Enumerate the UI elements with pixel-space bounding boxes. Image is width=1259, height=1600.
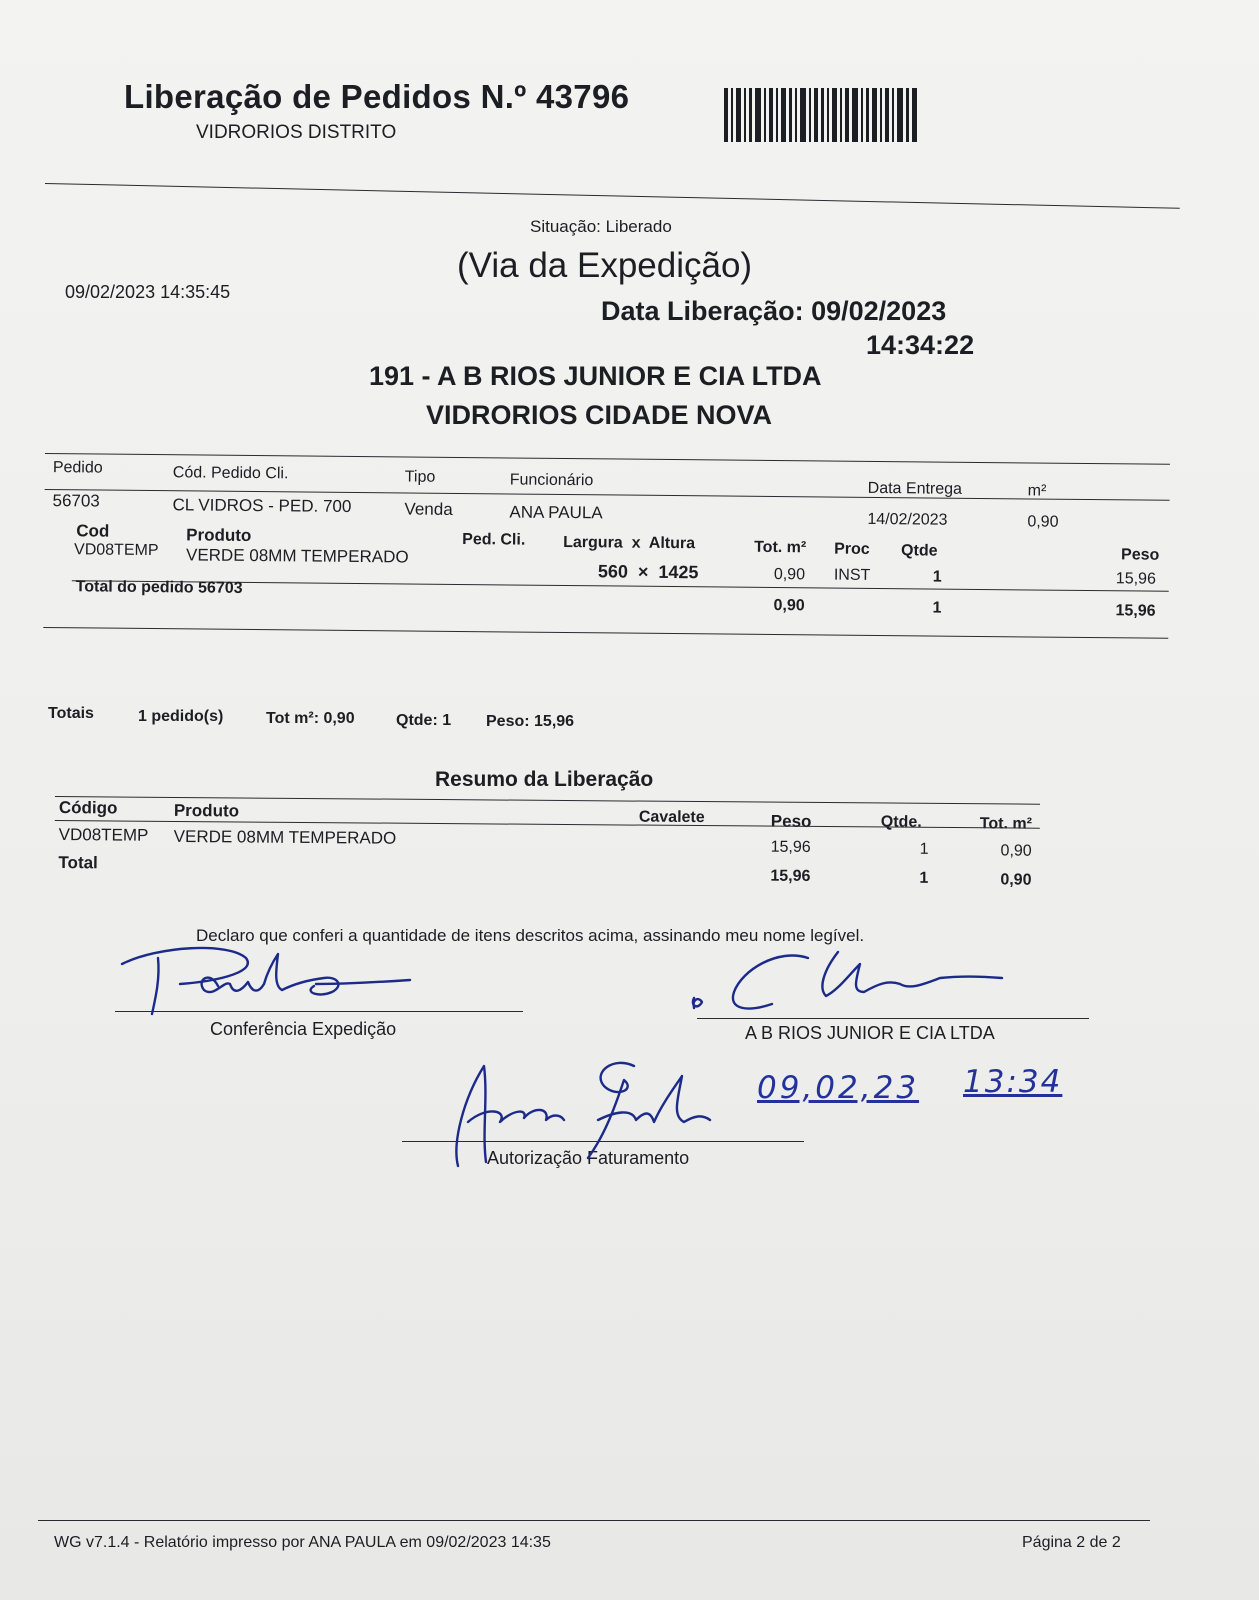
summary-total-peso: 15,96 [770, 867, 811, 885]
footer-print-info: WG v7.1.4 - Relatório impresso por ANA PAULA em 09/02/2023 14:35 [54, 1534, 551, 1551]
col-data-entrega: Data Entrega [867, 479, 963, 498]
summary-row-tot-m2: 0,90 [1000, 842, 1032, 860]
status-label: Situação: Liberado [530, 217, 672, 236]
order-m2: 0,90 [1027, 513, 1059, 531]
order-delivery-date: 14/02/2023 [867, 510, 948, 529]
item-tot-m2: 0,90 [773, 566, 806, 584]
col-tipo: Tipo [404, 468, 436, 486]
via-label: (Via da Expedição) [457, 246, 753, 285]
totals-m2: Tot m²: 0,90 [266, 710, 355, 727]
declaration-text: Declaro que conferi a quantidade de itens descritos acima, assinando meu nome legível. [196, 926, 865, 945]
footer-page-number: Página 2 de 2 [1022, 1534, 1121, 1551]
item-code: VD08TEMP [73, 541, 159, 560]
document-title: Liberação de Pedidos N.º 43796 [124, 78, 630, 115]
summary-total-tot-m2: 0,90 [1000, 871, 1032, 889]
summary-row-peso: 15,96 [770, 838, 811, 856]
barcode-icon [724, 88, 924, 142]
client-name: 191 - A B RIOS JUNIOR E CIA LTDA [369, 361, 822, 391]
item-peso: 15,96 [1115, 570, 1156, 588]
summary-table [54, 796, 1045, 904]
table-top-rule [45, 453, 1170, 465]
handwritten-time: 13:34 [963, 1064, 1063, 1100]
item-col-ped-cli: Ped. Cli. [462, 531, 526, 549]
totals-label: Totais [48, 705, 94, 722]
item-col-cod: Cod [76, 521, 110, 541]
summary-row-codigo: VD08TEMP [58, 825, 149, 845]
table-bottom-rule [43, 627, 1168, 639]
summary-total-label: Total [58, 853, 98, 873]
footer-rule [38, 1520, 1150, 1521]
item-col-produto: Produto [186, 525, 252, 545]
col-pedido: Pedido [52, 459, 103, 477]
signature-label-autorizacao: Autorização Faturamento [487, 1148, 690, 1168]
summary-col-qtde: Qtde. [880, 813, 922, 831]
release-label: Data Liberação: [601, 296, 804, 326]
order-total-qtde: 1 [932, 599, 942, 617]
item-col-proc: Proc [834, 540, 870, 558]
item-qtde: 1 [932, 568, 942, 586]
order-client-code: CL VIDROS - PED. 700 [172, 495, 352, 516]
summary-row-qtde: 1 [919, 840, 929, 858]
order-total-label: Total do pedido 56703 [75, 578, 243, 597]
item-col-tot-m2: Tot. m² [754, 538, 807, 557]
release-time: 14:34:22 [866, 330, 975, 360]
col-cod-pedido-cli: Cód. Pedido Cli. [172, 464, 289, 483]
order-number: 56703 [52, 491, 100, 511]
summary-col-peso: Peso [770, 811, 812, 831]
order-table [43, 453, 1175, 674]
item-col-qtde: Qtde [901, 542, 938, 560]
signature-ana-paula-image [438, 1058, 718, 1178]
item-product: VERDE 08MM TEMPERADO [185, 545, 409, 567]
client-branch: VIDRORIOS CIDADE NOVA [426, 400, 773, 430]
col-funcionario: Funcionário [509, 471, 594, 490]
signature-paula-image [118, 940, 418, 1020]
summary-total-qtde: 1 [919, 869, 929, 887]
release-date [601, 296, 946, 327]
col-m2: m² [1027, 482, 1047, 500]
totals-peso: Peso: 15,96 [486, 713, 575, 730]
summary-col-codigo: Código [58, 798, 118, 818]
totals-pedidos: 1 pedido(s) [138, 708, 224, 725]
item-proc: INST [833, 566, 871, 584]
summary-col-produto: Produto [173, 800, 240, 821]
summary-col-cavalete: Cavalete [638, 808, 705, 827]
company-name: VIDRORIOS DISTRITO [196, 122, 397, 143]
summary-col-tot-m2: Tot. m² [979, 815, 1033, 833]
release-date-value: 09/02/2023 [811, 296, 947, 326]
order-total-peso: 15,96 [1115, 602, 1156, 620]
summary-title: Resumo da Liberação [435, 768, 654, 791]
order-total-m2: 0,90 [773, 597, 805, 615]
summary-row-produto: VERDE 08MM TEMPERADO [173, 826, 397, 848]
handwritten-date: 09,02,23 [757, 1070, 920, 1106]
item-col-peso: Peso [1120, 546, 1160, 564]
signature-label-conferencia: Conferência Expedição [210, 1019, 397, 1039]
totals-qtde: Qtde: 1 [396, 712, 452, 729]
item-dimensions: 560 × 1425 [597, 561, 699, 583]
item-col-dimensions: Largura x Altura [563, 533, 696, 553]
printed-timestamp: 09/02/2023 14:35:45 [65, 282, 231, 302]
header-divider [45, 183, 1180, 209]
signature-label-cliente: A B RIOS JUNIOR E CIA LTDA [745, 1023, 995, 1043]
order-type: Venda [404, 499, 453, 519]
order-employee: ANA PAULA [509, 502, 603, 523]
signature-client-image [688, 940, 1028, 1020]
